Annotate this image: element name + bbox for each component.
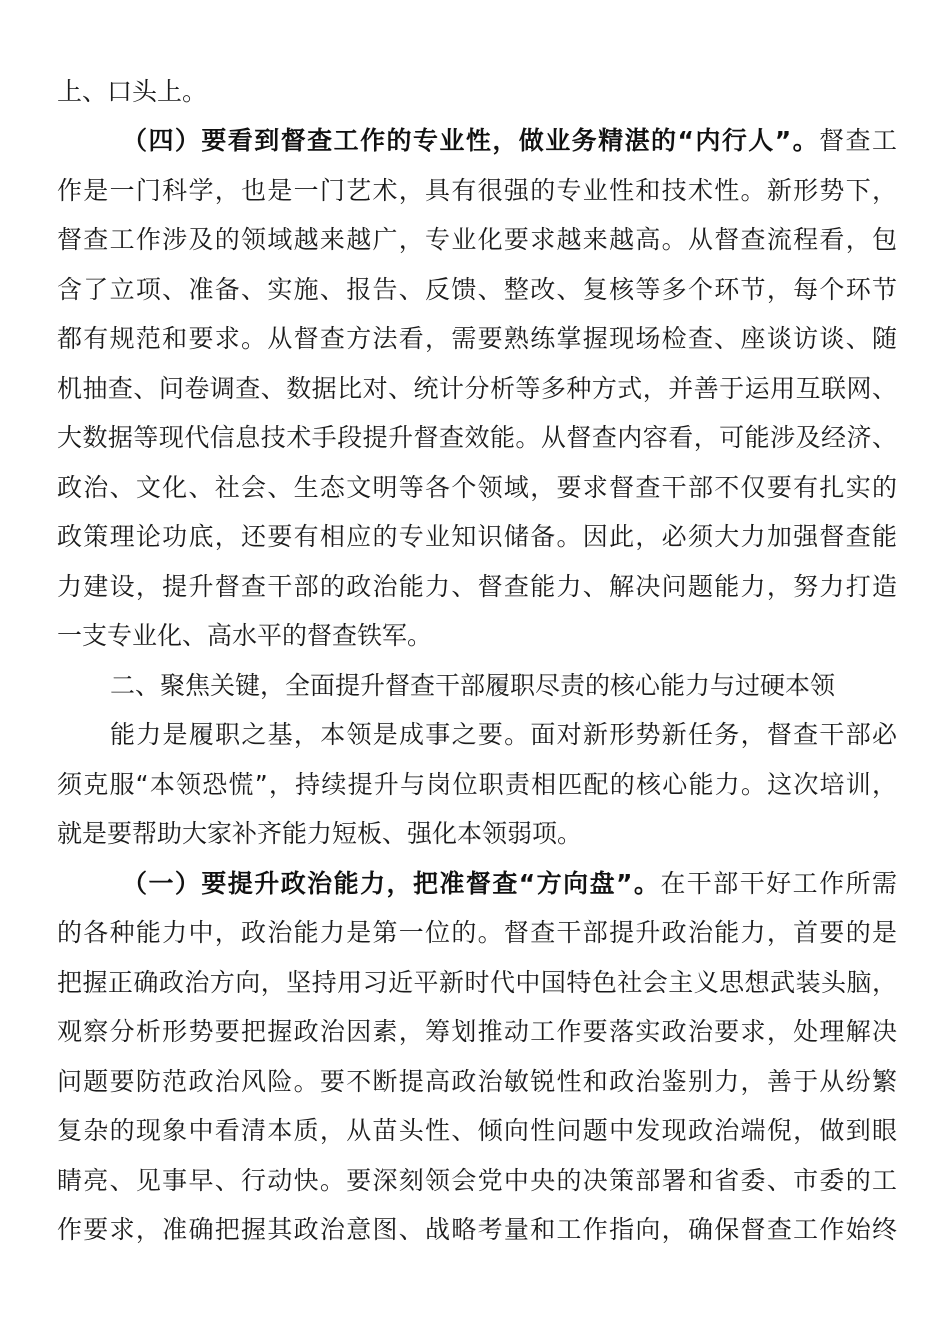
text-line-21: 问题要防范政治风险。要不断提高政治敏锐性和政治鉴别力，善于从纷繁 [57, 1067, 897, 1096]
text-line-15: 须克服“本领恐慌”，持续提升与岗位职责相匹配的核心能力。这次培训， [57, 770, 897, 799]
text-line-7: 机抽查、问卷调查、数据比对、统计分析等多种方式，并善于运用互联网、 [57, 374, 897, 403]
text-line-20: 观察分析形势要把握政治因素，筹划推动工作要落实政治要求，处理解决 [57, 1017, 897, 1046]
subheading-4-body: 督查工 [819, 126, 897, 155]
text-line-12: 一支专业化、高水平的督查铁军。 [57, 621, 433, 650]
text-line-5: 含了立项、准备、实施、报告、反馈、整改、复核等多个环节，每个环节 [57, 275, 897, 304]
section-2-heading: 二、聚焦关键，全面提升督查干部履职尽责的核心能力与过硬本领 [110, 671, 836, 700]
text-line-23: 睛亮、见事早、行动快。要深刻领会党中央的决策部署和省委、市委的工 [57, 1166, 897, 1195]
text-line-11: 力建设，提升督查干部的政治能力、督查能力、解决问题能力，努力打造 [57, 572, 897, 601]
text-line-14: 能力是履职之基，本领是成事之要。面对新形势新任务，督查干部必 [110, 720, 897, 749]
text-line-8: 大数据等现代信息技术手段提升督查效能。从督查内容看，可能涉及经济、 [57, 423, 897, 452]
subheading-1-line [122, 864, 897, 904]
text-line-16: 就是要帮助大家补齐能力短板、强化本领弱项。 [57, 819, 583, 848]
subheading-1-body: 在干部干好工作所需 [660, 869, 897, 898]
text-line-4: 督查工作涉及的领域越来越广，专业化要求越来越高。从督查流程看，包 [57, 225, 897, 254]
text-line-1: 上、口头上。 [57, 77, 208, 106]
subheading-4-title: （四）要看到督查工作的专业性，做业务精湛的“内行人”。 [122, 126, 820, 155]
subheading-4-line [122, 121, 897, 161]
text-line-19: 把握正确政治方向，坚持用习近平新时代中国特色社会主义思想武装头脑， [57, 968, 897, 997]
text-line-9: 政治、文化、社会、生态文明等各个领域，要求督查干部不仅要有扎实的 [57, 473, 897, 502]
text-line-22: 复杂的现象中看清本质，从苗头性、倾向性问题中发现政治端倪，做到眼 [57, 1116, 897, 1145]
text-line-6: 都有规范和要求。从督查方法看，需要熟练掌握现场检查、座谈访谈、随 [57, 324, 897, 353]
text-line-18: 的各种能力中，政治能力是第一位的。督查干部提升政治能力，首要的是 [57, 918, 897, 947]
text-line-10: 政策理论功底，还要有相应的专业知识储备。因此，必须大力加强督查能 [57, 522, 897, 551]
text-line-3: 作是一门科学，也是一门艺术，具有很强的专业性和技术性。新形势下， [57, 176, 897, 205]
subheading-1-title: （一）要提升政治能力，把准督查“方向盘”。 [122, 869, 661, 898]
text-line-24: 作要求，准确把握其政治意图、战略考量和工作指向，确保督查工作始终 [57, 1215, 897, 1244]
